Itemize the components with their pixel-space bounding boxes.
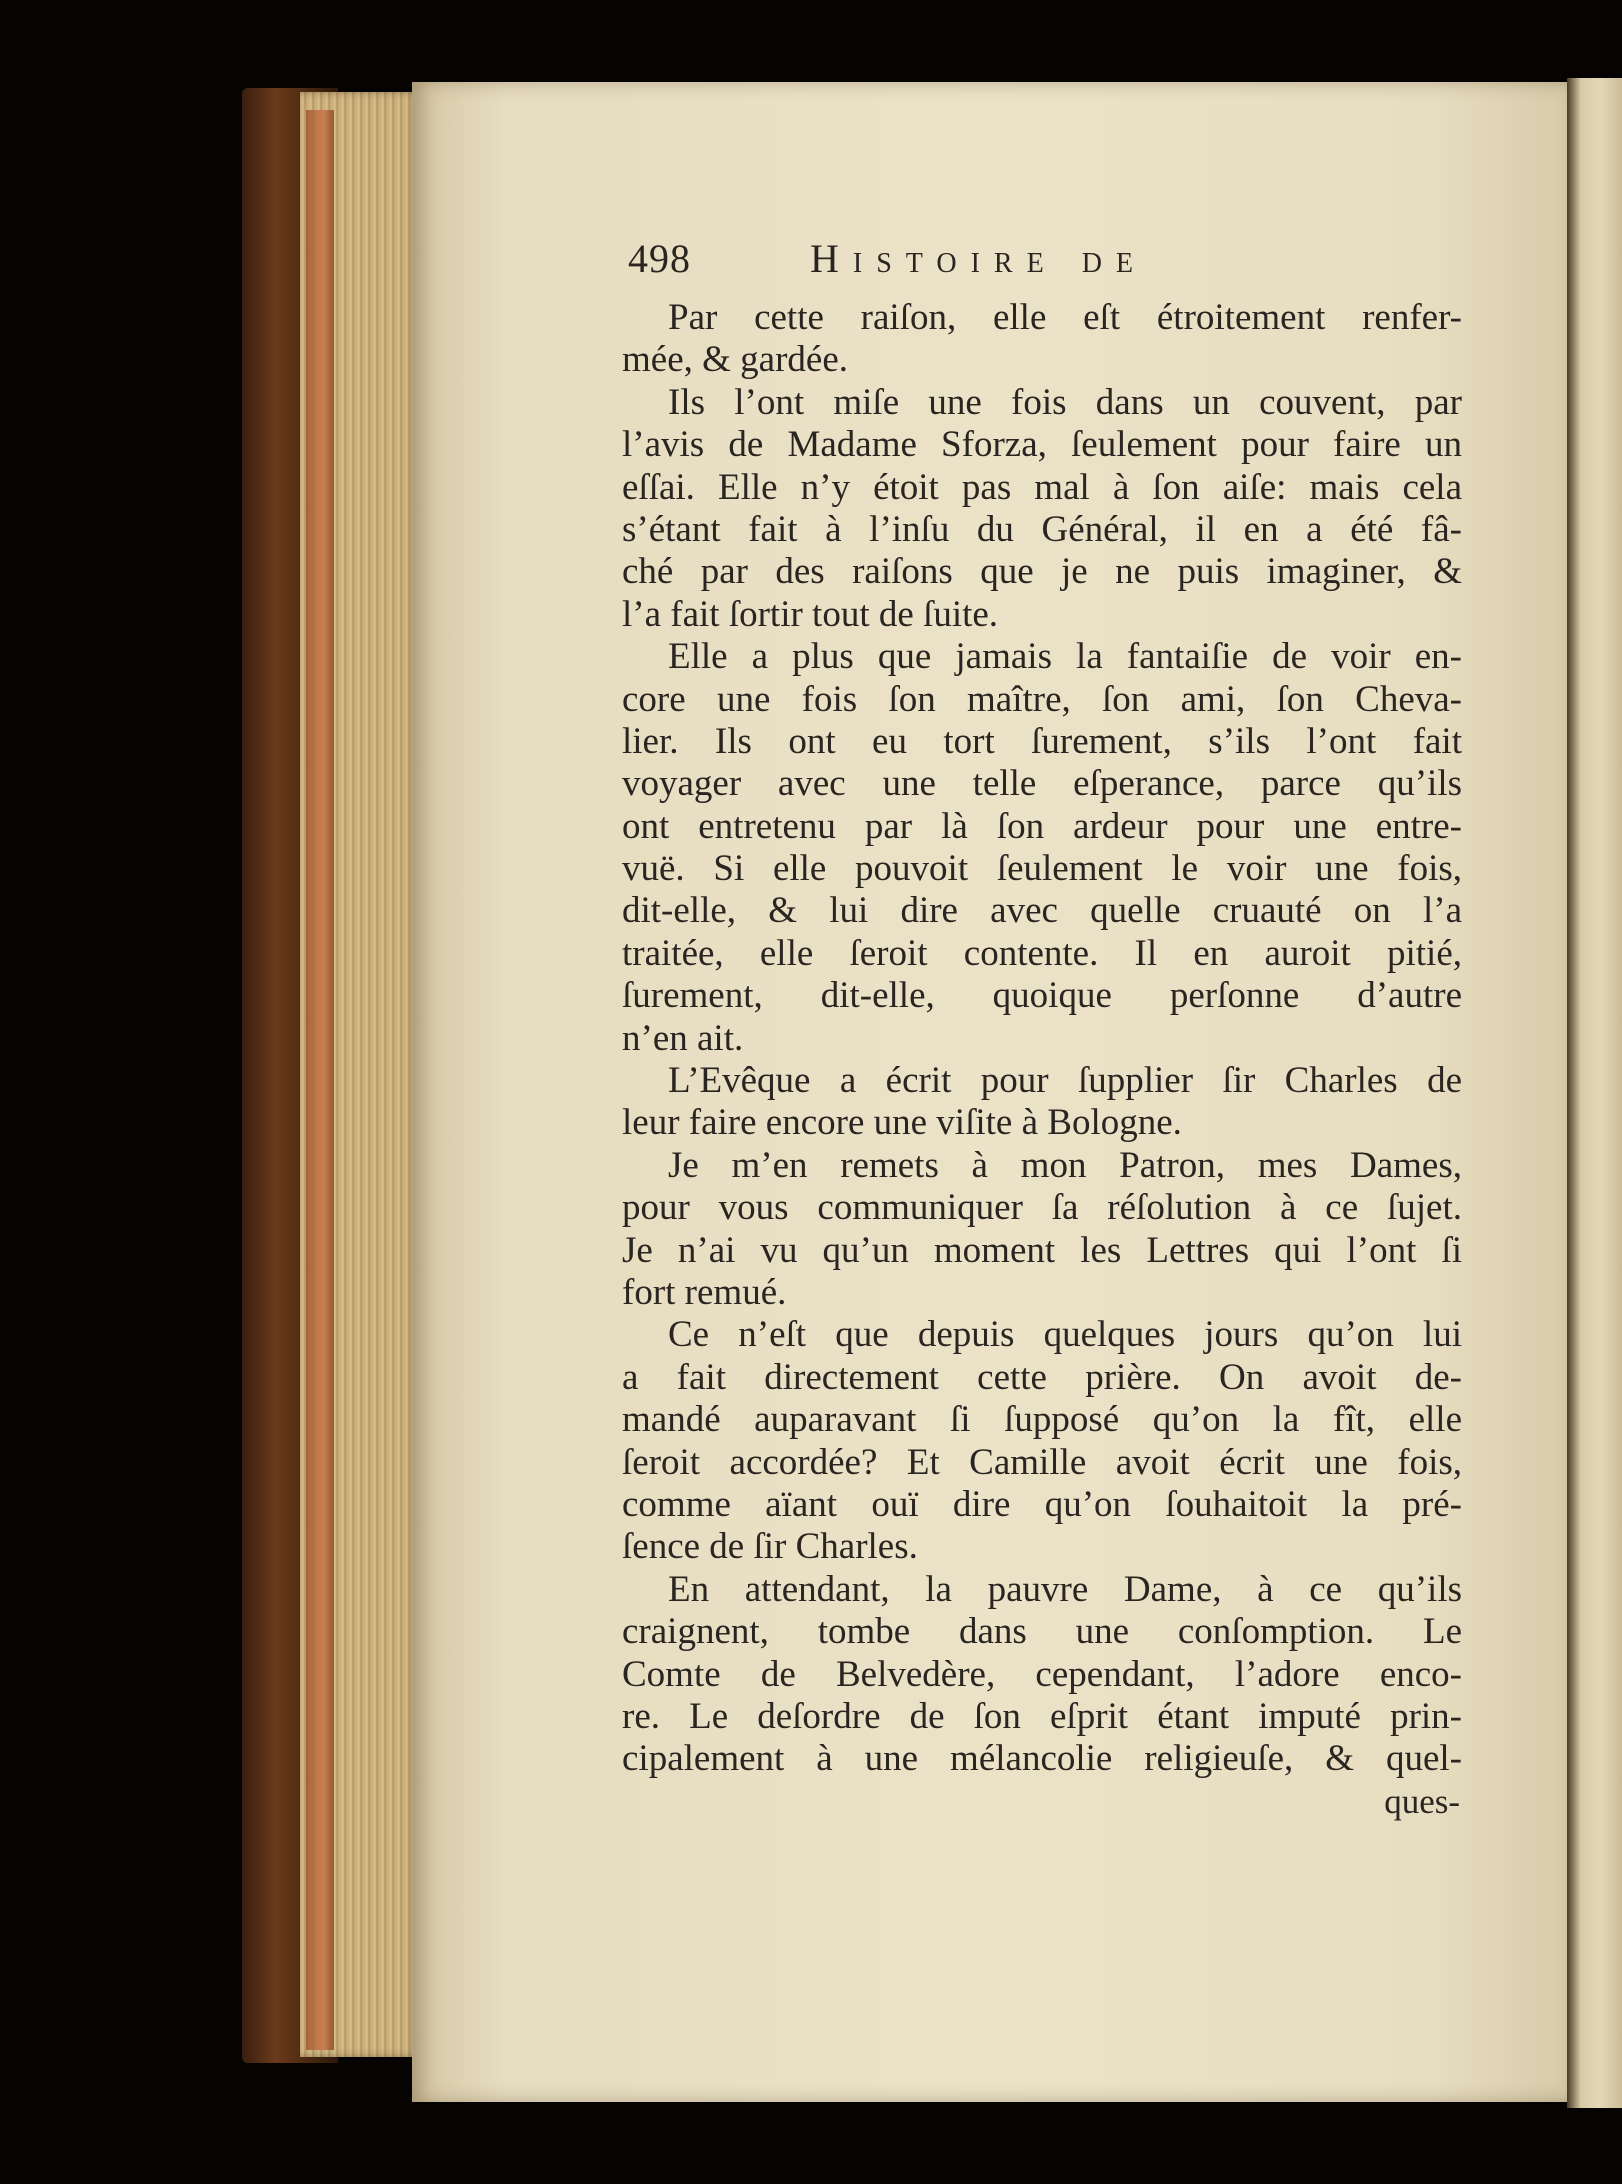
text-line: traitée, elle ſeroit contente. Il en auroit pitié,	[622, 932, 1462, 974]
text-line: Ce n’eſt que depuis quelques jours qu’on lui	[668, 1314, 1462, 1356]
text-line: vuë. Si elle pouvoit ſeulement le voir une fois,	[622, 848, 1462, 890]
text-line: Je m’en remets à mon Patron, mes Dames,	[668, 1144, 1462, 1186]
text-line: mée, & gardée.	[622, 339, 848, 381]
text-line: leur faire encore une viſite à Bologne.	[622, 1102, 1182, 1144]
text-line: eſſai. Elle n’y étoit pas mal à ſon aiſe: mais cela	[622, 466, 1462, 508]
text-line: ſence de ſir Charles.	[622, 1526, 918, 1568]
text-line: lier. Ils ont eu tort ſurement, s’ils l’ont fait	[622, 720, 1462, 762]
text-line: mandé auparavant ſi ſupposé qu’on la fît, elle	[622, 1399, 1462, 1441]
text-line: l’a fait ſortir tout de ſuite.	[622, 593, 999, 635]
text-line: Elle a plus que jamais la fantaiſie de voir en-	[668, 636, 1462, 678]
text-line: En attendant, la pauvre Dame, à ce qu’ils	[668, 1568, 1462, 1610]
red-page-edge	[306, 110, 334, 2050]
body-text	[622, 297, 1462, 1781]
text-line: ché par des raiſons que je ne puis imaginer, &	[622, 551, 1462, 593]
text-line: ſeroit accordée? Et Camille avoit écrit une fois,	[622, 1441, 1462, 1483]
text-line: s’étant fait à l’inſu du Général, il en a été fâ-	[622, 508, 1462, 550]
text-line: Comte de Belvedère, cependant, l’adore enco-	[622, 1653, 1462, 1695]
text-line: L’Evêque a écrit pour ſupplier ſir Charles de	[668, 1060, 1462, 1102]
page-header	[622, 235, 1462, 297]
text-line: voyager avec une telle eſperance, parce qu’ils	[622, 763, 1462, 805]
text-line: Ils l’ont miſe une fois dans un couvent, par	[668, 381, 1462, 423]
text-line: n’en ait.	[622, 1017, 744, 1059]
text-line: comme aïant ouï dire qu’on ſouhaitoit la pré-	[622, 1483, 1462, 1525]
text-line: dit-elle, & lui dire avec quelle cruauté on l’a	[622, 890, 1462, 932]
text-line: a fait directement cette prière. On avoit de-	[622, 1356, 1462, 1398]
text-line: ont entretenu par là ſon ardeur pour une entre-	[622, 805, 1462, 847]
running-head: Histoire de	[810, 236, 1148, 281]
text-block	[622, 235, 1462, 1823]
text-line: l’avis de Madame Sforza, ſeulement pour faire un	[622, 424, 1462, 466]
text-line: fort remué.	[622, 1271, 787, 1313]
text-line: craignent, tombe dans une conſomption. Le	[622, 1611, 1462, 1653]
text-line: core une fois ſon maître, ſon ami, ſon Cheva-	[622, 678, 1462, 720]
text-line: Je n’ai vu qu’un moment les Lettres qui l’ont ſi	[622, 1229, 1462, 1271]
text-line: pour vous communiquer ſa réſolution à ce ſujet.	[622, 1187, 1462, 1229]
page-number: 498	[628, 236, 691, 281]
text-line: Par cette raiſon, elle eſt étroitement renfer-	[668, 297, 1462, 338]
text-line: re. Le deſordre de ſon eſprit étant imputé prin-	[622, 1695, 1462, 1737]
text-line: ſurement, dit-elle, quoique perſonne d’autre	[622, 975, 1462, 1017]
book-gutter	[1567, 78, 1622, 2108]
text-line: cipalement à une mélancolie religieuſe, & quel-	[622, 1738, 1462, 1780]
catchword: ques-	[1384, 1781, 1460, 1821]
